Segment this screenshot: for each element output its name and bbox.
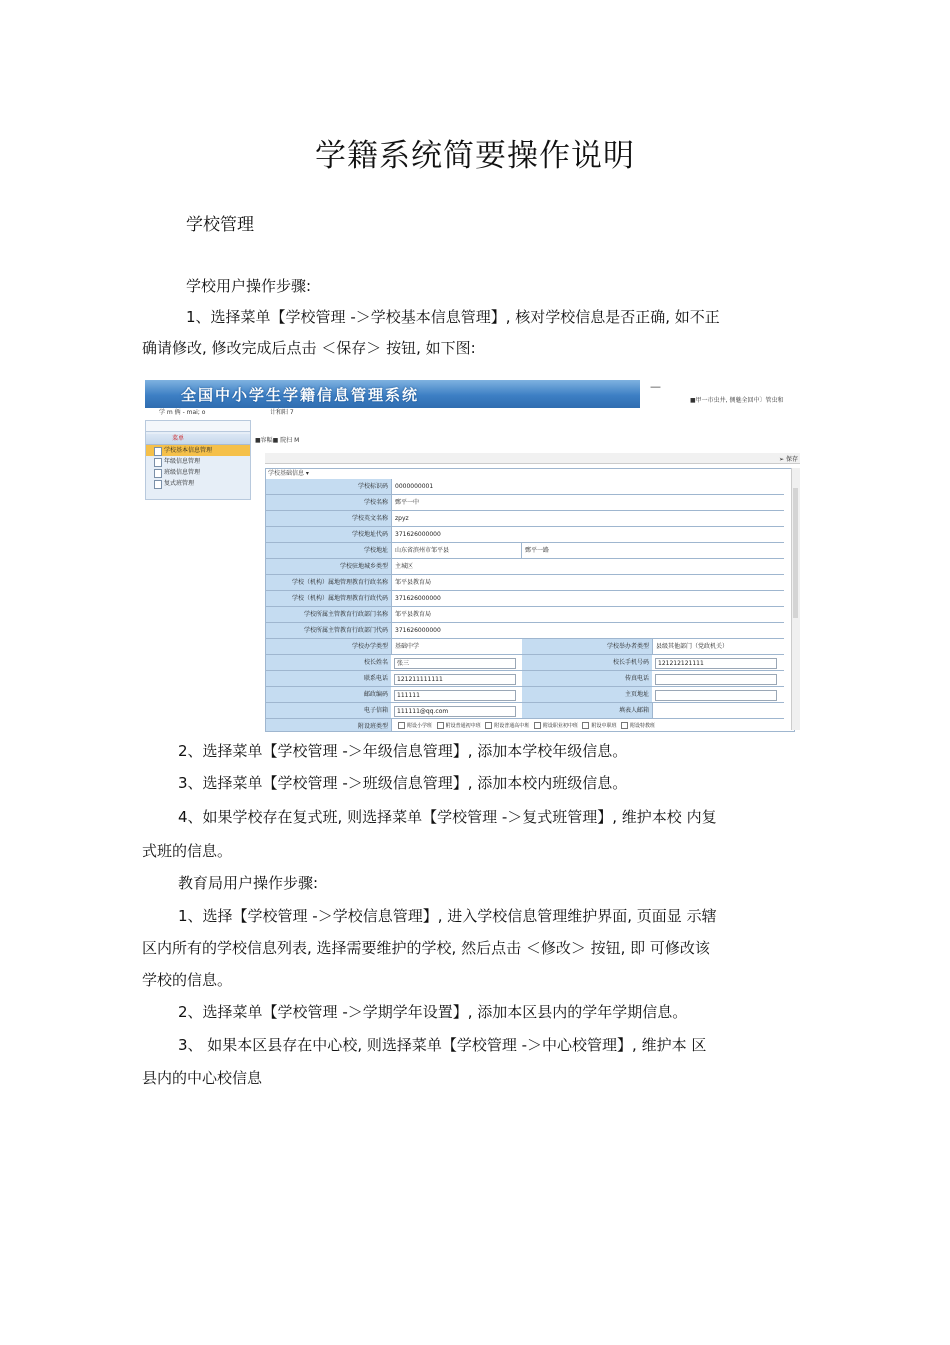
fax-input[interactable] (655, 674, 777, 685)
bureau-step1-line1: 1、选择【学校管理 -＞学校信息管理】, 进入学校信息管理维护界面, 页面显 示辖 (178, 907, 717, 925)
form-row (266, 671, 784, 687)
section-heading: 学校管理 (186, 215, 254, 235)
field-label: 学校英文名称 (266, 511, 391, 526)
form-title: 学校基础信息 ▾ (266, 469, 794, 479)
document-title: 学籍系统简要操作说明 (315, 138, 635, 174)
save-button[interactable] (779, 454, 798, 463)
form-row (266, 623, 784, 639)
option-label: 附设职业初中班 (542, 723, 578, 729)
checkbox[interactable] (621, 722, 628, 729)
field-value[interactable]: 鄄平一中 (391, 495, 785, 510)
form-row (266, 511, 784, 527)
checkbox[interactable] (485, 722, 492, 729)
school-step2: 2、选择菜单【学校管理 -＞年级信息管理】, 添加本学校年级信息。 (178, 742, 628, 760)
bureau-step2: 2、选择菜单【学校管理 -＞学期学年设置】, 添加本区县内的学年学期信息。 (178, 1003, 688, 1021)
field-value[interactable]: 0000000001 (391, 479, 785, 494)
field-label: 学校（机构）属地管理教育行政名称 (266, 575, 391, 590)
field-label-2: 填表人邮箱 (522, 703, 652, 718)
side-menu (145, 420, 251, 500)
form-row (266, 703, 784, 719)
bureau-step1-line2: 区内所有的学校信息列表, 选择需要维护的学校, 然后点击 ＜修改＞ 按钮, 即 可修改该 (142, 939, 710, 957)
scrollbar-thumb[interactable] (793, 488, 798, 618)
field-value-2[interactable]: 县级其他部门（党政机关） (652, 639, 786, 654)
field-value[interactable]: 371626000000 (391, 623, 785, 638)
menu-item-grade[interactable]: 年级信息管理 (146, 456, 250, 467)
bureau-user-heading: 教育局用户操作步骤: (178, 874, 319, 892)
field-label: 校长姓名 (266, 655, 391, 670)
postal-code-input[interactable]: 111111 (394, 690, 516, 701)
menu-item-class[interactable]: 班级信息管理 (146, 467, 250, 478)
bureau-step3-line1: 3、 如果本区县存在中心校, 则选择菜单【学校管理 -＞中心校管理】, 维护本 区 (178, 1036, 707, 1054)
form-row (266, 591, 784, 607)
form-row (266, 687, 784, 703)
option-label: 附设小学班 (407, 723, 433, 729)
menu-category[interactable]: 菜单 (146, 434, 250, 445)
field-value[interactable]: 山东省滨州市邹平县 (391, 543, 525, 558)
sub-header-left: 学 m 俩 - mai; o (159, 409, 206, 416)
form-row (266, 655, 784, 671)
system-screenshot (145, 380, 800, 730)
form-row (266, 575, 784, 591)
principal-phone-input[interactable]: 121212121111 (655, 658, 777, 669)
field-label-2: 校长手机号码 (522, 655, 652, 670)
school-info-form (265, 468, 795, 732)
field-value[interactable]: 371626000000 (391, 591, 785, 606)
banner-dash: — (650, 380, 661, 393)
field-label-2: 学校举办者类型 (522, 639, 652, 654)
field-label: 联系电话 (266, 671, 391, 686)
toolbar (265, 453, 800, 464)
form-row (266, 495, 784, 511)
sub-header-mid: 计和阳 7 (270, 409, 294, 416)
contact-phone-input[interactable]: 121211111111 (394, 674, 516, 685)
field-label: 学校标识码 (266, 479, 391, 494)
checkbox[interactable] (534, 722, 541, 729)
breadcrumb: ■容幅■ 院扫 M (255, 437, 300, 444)
form-row (266, 639, 784, 655)
menu-header (146, 421, 250, 432)
field-value[interactable]: 邹平县教育局 (391, 575, 785, 590)
homepage-input[interactable] (655, 690, 777, 701)
form-row (266, 719, 784, 732)
system-title: 全国中小学生学籍信息管理系统 (181, 386, 420, 404)
option-label: 附设普通高中班 (494, 723, 530, 729)
user-info: ■甲一市虫井, 侧魅全回中〕管虫和 (690, 397, 784, 404)
form-row (266, 607, 784, 623)
field-value[interactable]: 基础中学 (391, 639, 525, 654)
field-value-2[interactable] (652, 703, 786, 718)
field-value[interactable]: 邹平县教育局 (391, 607, 785, 622)
bureau-step1-line3: 学校的信息。 (142, 971, 233, 989)
field-value[interactable]: 371626000000 (391, 527, 785, 542)
form-row (266, 559, 784, 575)
principal-name-input[interactable]: 张三 (394, 658, 516, 669)
field-value-2[interactable]: 鄄平一路 (521, 543, 785, 558)
field-label: 附设班类型 (266, 719, 391, 732)
field-label: 学校名称 (266, 495, 391, 510)
school-step4-line1: 4、如果学校存在复式班, 则选择菜单【学校管理 -＞复式班管理】, 维护本校 内复 (178, 808, 717, 826)
form-row (266, 527, 784, 543)
school-step1-line2: 确请修改, 修改完成后点击 ＜保存＞ 按钮, 如下图: (142, 339, 476, 357)
form-row (266, 479, 784, 495)
menu-item-multigrade[interactable]: 复式班管理 (146, 478, 250, 489)
save-button-label: 保存 (785, 456, 798, 463)
field-label: 学校（机构）属地管理教育行政代码 (266, 591, 391, 606)
option-label: 附设普通初中班 (445, 723, 481, 729)
field-value[interactable]: zpyz (391, 511, 785, 526)
system-banner (145, 380, 640, 408)
field-label: 邮政编码 (266, 687, 391, 702)
email-input[interactable]: 111111@qq.com (394, 706, 516, 717)
field-label-2: 传真电话 (522, 671, 652, 686)
school-step1-line1: 1、选择菜单【学校管理 -＞学校基本信息管理】, 核对学校信息是否正确, 如不正 (186, 308, 720, 326)
checkbox[interactable] (398, 722, 405, 729)
option-label: 附设特教班 (630, 723, 656, 729)
field-label: 学校所属主管教育行政部门代码 (266, 623, 391, 638)
form-scrollbar[interactable] (791, 468, 800, 730)
checkbox[interactable] (437, 722, 444, 729)
form-row (266, 543, 784, 559)
field-label: 学校地址代码 (266, 527, 391, 542)
school-step3: 3、选择菜单【学校管理 -＞班级信息管理】, 添加本校内班级信息。 (178, 774, 628, 792)
field-label: 学校驻地城乡类型 (266, 559, 391, 574)
checkbox[interactable] (582, 722, 589, 729)
field-label: 电子信箱 (266, 703, 391, 718)
menu-item-school-basic[interactable]: 学校基本信息管理 (146, 445, 250, 456)
school-step4-line2: 式班的信息。 (142, 842, 233, 860)
attached-class-options (391, 719, 785, 732)
bureau-step3-line2: 县内的中心校信息 (142, 1069, 263, 1087)
field-label-2: 主页地址 (522, 687, 652, 702)
save-icon: ➢ (779, 456, 785, 463)
field-label: 学校地址 (266, 543, 391, 558)
school-user-heading: 学校用户操作步骤: (186, 277, 312, 295)
field-value[interactable]: 主城区 (391, 559, 785, 574)
field-label: 学校所属主管教育行政部门名称 (266, 607, 391, 622)
option-label: 附设中职班 (591, 723, 617, 729)
field-label: 学校办学类型 (266, 639, 391, 654)
